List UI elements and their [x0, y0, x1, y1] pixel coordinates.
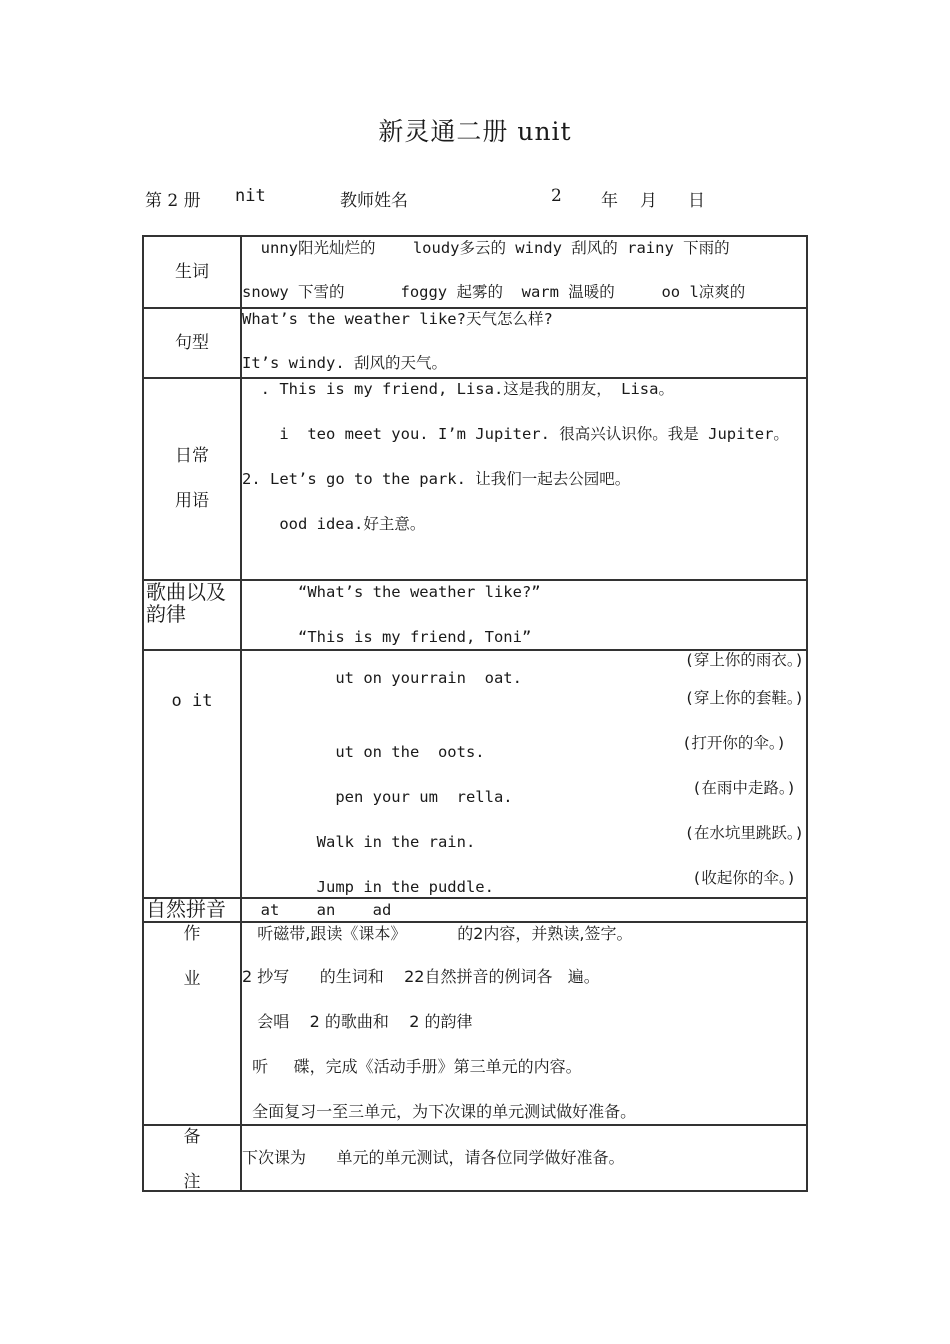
- homework-line-2: 2 抄写 的生词和 22自然拼音的例词各 遍。: [242, 967, 600, 986]
- doit-line-4-cn: (在雨中走路。): [692, 779, 796, 797]
- row-homework: [142, 921, 808, 1124]
- daily-label-2: 用语: [175, 491, 209, 511]
- song-line-1: “What’s the weather like?”: [242, 583, 541, 601]
- phonics-label: 自然拼音: [146, 897, 226, 921]
- doit-line-6-cn: (收起你的伞。): [692, 869, 796, 887]
- notes-label-1: 备: [183, 1127, 201, 1147]
- row-label-song: [142, 581, 242, 649]
- daily-line-4: ood idea.好主意。: [242, 515, 426, 533]
- phonics-content: [242, 899, 808, 921]
- row-label-homework: [142, 923, 242, 1124]
- row-label-notes: [142, 1126, 242, 1190]
- row-vocab: [142, 237, 808, 307]
- doit-line-3-cn: (打开你的伞。): [682, 734, 786, 752]
- year-value: 2: [551, 186, 562, 206]
- row-notes: [142, 1124, 808, 1190]
- row-label-sentence: [142, 309, 242, 377]
- doit-content: [242, 651, 808, 897]
- month-label: 月: [640, 191, 657, 211]
- doit-line-2-en: ut on the oots.: [316, 743, 485, 761]
- doit-line-2-cn: (穿上你的套鞋。): [684, 689, 804, 707]
- doit-line-1: [242, 651, 806, 687]
- daily-label-1: 日常: [175, 446, 209, 466]
- volume-label: 第 2 册: [145, 191, 201, 211]
- homework-line-4: 听 碟，完成《活动手册》第三单元的内容。: [242, 1057, 582, 1076]
- notes-line: 下次课为 单元的单元测试，请各位同学做好准备。: [242, 1148, 625, 1167]
- homework-line-1: 听磁带,跟读《课本》 的2内容，并熟读,签字。: [242, 924, 633, 943]
- doit-line-5-en: Jump in the puddle.: [316, 878, 494, 896]
- row-label-daily: [142, 379, 242, 579]
- row-label-phonics: [142, 899, 242, 921]
- sentence-label: 句型: [175, 332, 209, 353]
- doit-line-4-en: Walk in the rain.: [316, 833, 476, 851]
- doit-line-1-cn: (穿上你的雨衣。): [684, 651, 804, 669]
- vocab-label: 生词: [175, 261, 209, 282]
- homework-label-2: 业: [183, 969, 201, 989]
- daily-line-1: . This is my friend, Lisa.这是我的朋友， Lisa。: [242, 380, 674, 398]
- notes-content: [242, 1126, 808, 1190]
- homework-line-5: 全面复习一至三单元，为下次课的单元测试做好准备。: [242, 1102, 637, 1121]
- song-label-2: 韵律: [146, 602, 186, 626]
- doit-line-1-en: ut on yourrain oat.: [316, 669, 522, 687]
- vocab-line-1: unny阳光灿烂的 loudy多云的 windy 刮风的 rainy 下雨的: [242, 239, 730, 257]
- day-label: 日: [688, 191, 705, 211]
- year-label: 年: [601, 191, 618, 211]
- doit-line-3-en: pen your um rella.: [316, 788, 513, 806]
- row-label-doit: [142, 651, 242, 897]
- row-song: [142, 579, 808, 649]
- doit-line-5-cn: (在水坑里跳跃。): [684, 824, 804, 842]
- row-daily: [142, 377, 808, 579]
- song-label-1: 歌曲以及: [146, 580, 226, 604]
- phonics-line: at an ad: [242, 901, 392, 919]
- row-sentence: [142, 307, 808, 377]
- row-phonics: [142, 897, 808, 921]
- notes-label-2: 注: [183, 1172, 201, 1192]
- lesson-table: [142, 235, 808, 1192]
- doit-label: o it: [171, 691, 213, 711]
- song-content: [242, 581, 808, 649]
- doit-line-6: [242, 851, 806, 896]
- vocab-line-2: snowy 下雪的 foggy 起雾的 warm 温暖的 oo l凉爽的: [242, 283, 746, 301]
- teacher-name-label: 教师姓名: [340, 191, 408, 211]
- sentence-line-1: What’s the weather like?天气怎么样?: [242, 310, 553, 328]
- song-line-2: “This is my friend, Toni”: [242, 628, 532, 646]
- daily-line-2: i teo meet you. I’m Jupiter. 很高兴认识你。我是 Jupiter。: [242, 425, 789, 443]
- homework-line-3: 会唱 2 的歌曲和 2 的韵律: [242, 1012, 473, 1031]
- homework-content: [242, 923, 808, 1124]
- homework-label-1: 作: [183, 924, 201, 944]
- unit-label: nit: [235, 186, 266, 206]
- sentence-content: [242, 309, 808, 377]
- daily-content: [242, 379, 808, 579]
- row-doit: [142, 649, 808, 897]
- daily-line-3: 2. Let’s go to the park. 让我们一起去公园吧。: [242, 470, 631, 488]
- sentence-line-2: It’s windy. 刮风的天气。: [242, 354, 447, 372]
- page-title: 新灵通二册 unit: [378, 117, 572, 146]
- row-label-vocab: [142, 237, 242, 307]
- vocab-content: [242, 237, 808, 307]
